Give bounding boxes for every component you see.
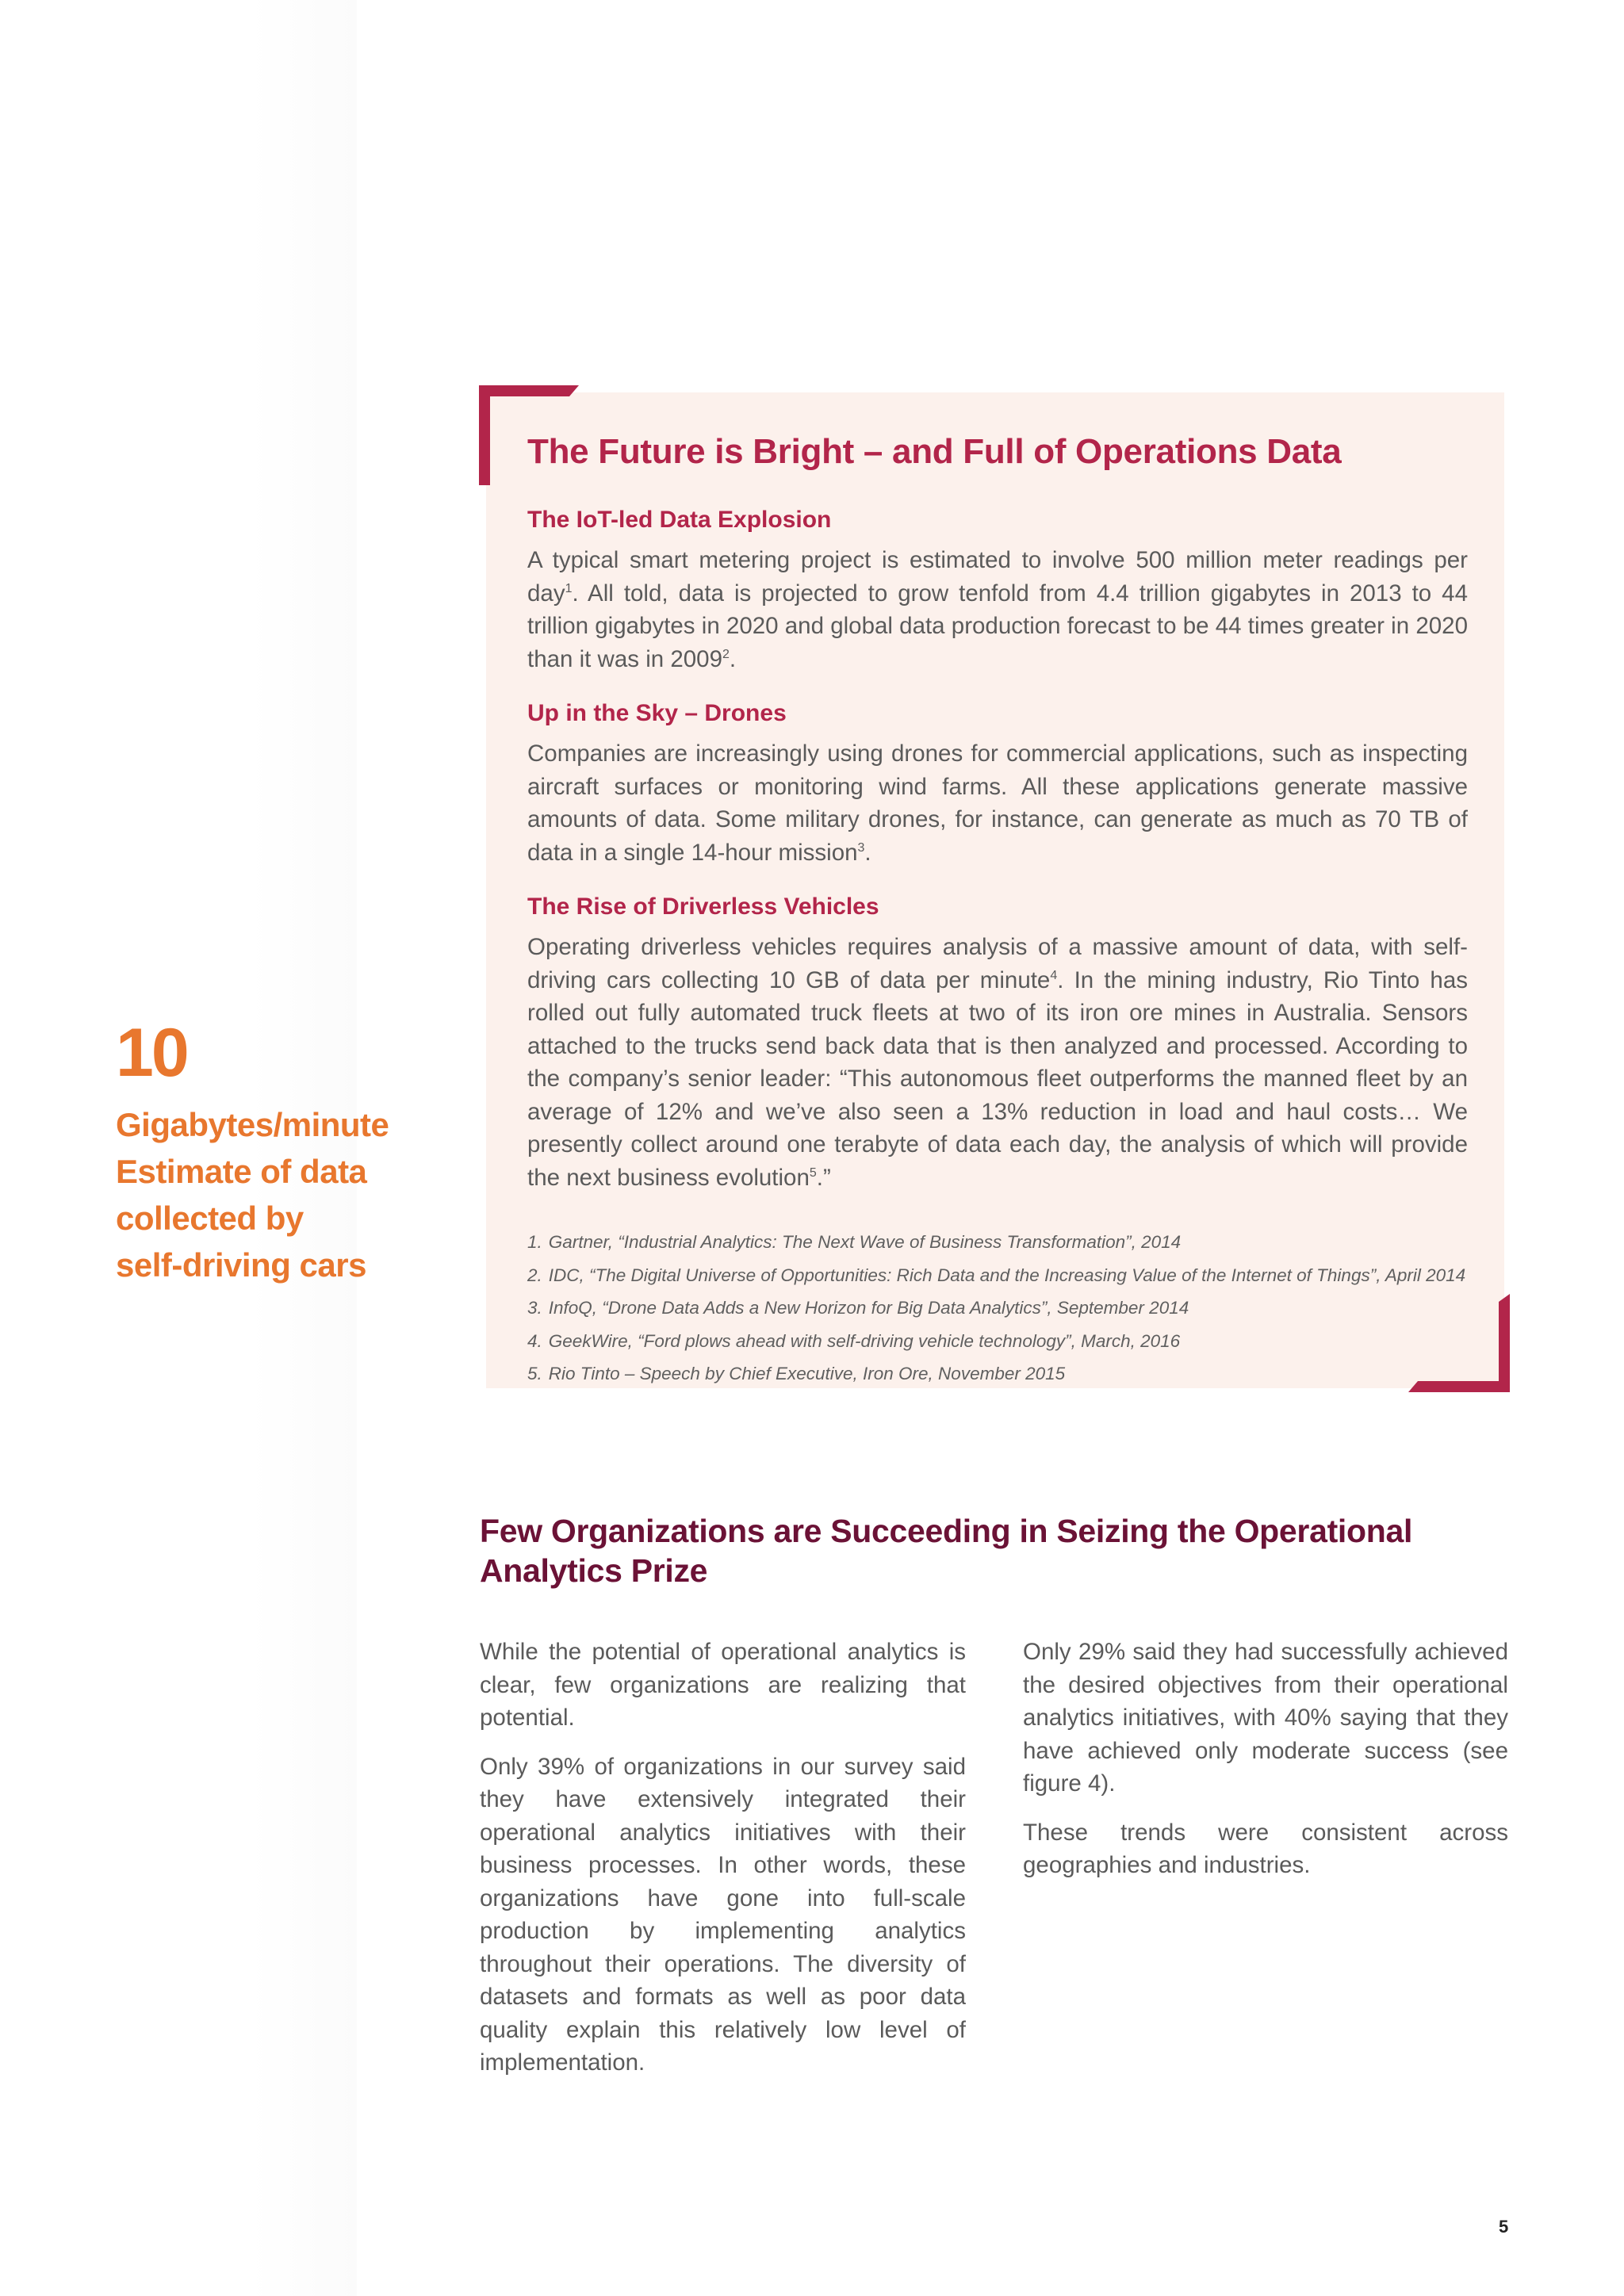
footnote: 5. Rio Tinto – Speech by Chief Executive, Iron Ore, November 2015 — [527, 1364, 1066, 1383]
footnotes-list — [527, 1226, 1468, 1391]
subheading-iot: The IoT-led Data Explosion — [527, 507, 832, 533]
stat-caption-line: collected by — [116, 1200, 304, 1237]
subheading-drones: Up in the Sky – Drones — [527, 700, 787, 726]
page-number: 5 — [1499, 2217, 1509, 2237]
paragraph-iot: A typical smart metering project is estimated to involve 500 million meter readings per day$^1$. All told, data is projected to grow tenfold from 4.4 trillion gigabytes in 2013 to 44 trillion gigabytes in 2020 and global data production forecast to be 44 times greater in 2020 than it was in 2009$^2$. — [527, 547, 1468, 672]
stat-caption-line: self-driving cars — [116, 1246, 366, 1284]
footnote: 4. GeekWire, “Ford plows ahead with self-driving vehicle technology”, March, 2016 — [527, 1330, 1181, 1351]
left-paragraph: While the potential of operational analytics is clear, few organizations are realizing that potential. — [480, 1639, 966, 1731]
paragraph-driverless: Operating driverless vehicles requires analysis of a massive amount of data, with self-driving cars collecting 10 GB of data per minute$^4$. In the mining industry, Rio Tinto has rolled out fully automated truck fleets at two of its iron ore mines in Australia. Sensors attached to the trucks send back data that is then analyzed and processed. According to the company’s senior leader: “This autonomous fleet outperforms the manned fleet by an average of 12% and we’ve also seen a 13% reduction in load and haul costs… We presently collect around one terabyte of data each day, the analysis of which will provide the next business evolution$^5$.” — [527, 934, 1468, 1191]
right-paragraph: These trends were consistent across geographies and industries. — [1023, 1819, 1508, 1878]
subheading-driverless: The Rise of Driverless Vehicles — [527, 894, 879, 920]
paragraph-drones: Companies are increasingly using drones for commercial applications, such as inspecting aircraft surfaces or monitoring wind farms. All these applications generate massive amounts of data. Some military drones, for instance, can generate as much as 70 TB of data in a single 14-hour mission$^3$. — [527, 740, 1468, 866]
left-column — [480, 1636, 966, 2095]
box-content — [527, 504, 1468, 1391]
stat-callout — [116, 1015, 389, 1288]
left-paragraph: Only 39% of organizations in our survey said they have extensively integrated their operational analytics initiatives with their business processes. In other words, these organizations have gone into full-scale production by implementing analytics throughout their operations. The diversity of datasets and formats as well as poor data quality explain this relatively low level of implementation. — [480, 1753, 966, 2076]
footnote: 1. Gartner, “Industrial Analytics: The Next Wave of Business Transformation”, 2014 — [527, 1232, 1182, 1252]
stat-caption-line: Gigabytes/minute — [116, 1106, 389, 1143]
stat-number: 10 — [116, 1015, 187, 1091]
footnote: 2. IDC, “The Digital Universe of Opportunities: Rich Data and the Increasing Value of the Internet of Things”, April 2014 — [527, 1265, 1466, 1285]
stat-caption-line: Estimate of data — [116, 1153, 367, 1190]
box-title: The Future is Bright – and Full of Operations Data — [527, 432, 1342, 471]
footnote: 3. InfoQ, “Drone Data Adds a New Horizon for Big Data Analytics”, September 2014 — [527, 1298, 1189, 1318]
section-title: Few Organizations are Succeeding in Seizing the Operational Analytics Prize — [480, 1513, 1413, 1589]
right-column — [1023, 1636, 1508, 1898]
right-paragraph: Only 29% said they had successfully achieved the desired objectives from their operational analytics initiatives, with 40% saying that they have achieved only moderate success (see figure 4). — [1023, 1639, 1508, 1797]
